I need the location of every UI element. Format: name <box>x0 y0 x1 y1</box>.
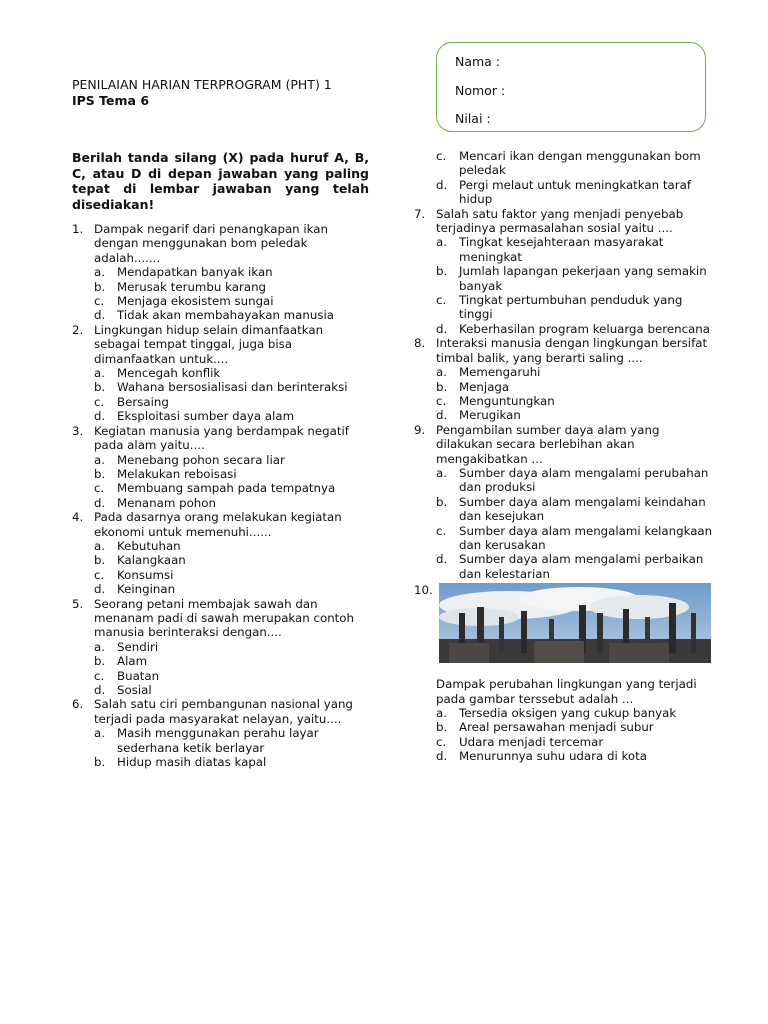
question-options <box>94 265 372 323</box>
question-number: 10. <box>414 583 433 598</box>
question-options <box>436 466 714 581</box>
option-text: Menanam pohon <box>117 495 216 510</box>
option-letter: a. <box>94 639 105 654</box>
question-options <box>436 706 714 764</box>
answer-option[interactable] <box>436 735 714 749</box>
option-text: Masih menggunakan perahu layar sederhana ketik berlayar <box>117 726 319 755</box>
answer-option[interactable] <box>436 720 714 734</box>
answer-option[interactable] <box>94 755 372 769</box>
option-text: Tersedia oksigen yang cukup banyak <box>459 706 677 720</box>
option-letter: d. <box>94 308 106 323</box>
option-letter: b. <box>94 466 106 481</box>
option-letter: c. <box>94 567 105 582</box>
option-text: Membuang sampah pada tempatnya <box>117 481 336 496</box>
question-number: 9. <box>414 422 426 437</box>
question-4 <box>72 510 372 596</box>
question-2 <box>72 323 372 424</box>
option-text: Merusak terumbu karang <box>117 279 267 294</box>
option-letter: d. <box>436 552 448 567</box>
answer-option[interactable] <box>94 453 372 467</box>
answer-option[interactable] <box>94 726 372 755</box>
question-options <box>436 235 714 336</box>
option-letter: a. <box>94 366 105 381</box>
answer-option[interactable] <box>94 395 372 409</box>
option-text: Areal persawahan menjadi subur <box>459 720 654 735</box>
option-text: Buatan <box>117 668 160 683</box>
option-text: Jumlah lapangan pekerjaan yang semakin banyak <box>459 264 707 293</box>
answer-option[interactable] <box>436 749 714 763</box>
option-letter: b. <box>94 380 106 395</box>
option-letter: c. <box>436 293 447 308</box>
answer-option[interactable] <box>436 706 714 720</box>
option-text: Memengaruhi <box>459 365 541 380</box>
option-letter: b. <box>436 379 448 394</box>
answer-option[interactable] <box>436 293 714 322</box>
option-letter: d. <box>94 683 106 697</box>
option-text: Merugikan <box>459 408 521 423</box>
question-text: Interaksi manusia dengan lingkungan bersifat timbal balik, yang berarti saling .... <box>436 336 708 365</box>
option-letter: c. <box>436 523 447 538</box>
question-9 <box>414 423 714 581</box>
option-letter: a. <box>436 365 447 380</box>
answer-option[interactable] <box>436 466 714 495</box>
option-letter: a. <box>94 265 105 280</box>
option-text: Menurunnya suhu udara di kota <box>459 749 647 764</box>
option-letter: c. <box>436 149 447 163</box>
question-text: Pengambilan sumber daya alam yang dilakukan secara berlebihan akan mengakibatkan ... <box>436 422 660 466</box>
answer-option[interactable] <box>436 235 714 264</box>
answer-option[interactable] <box>94 640 372 654</box>
option-letter: d. <box>94 409 106 424</box>
option-letter: a. <box>436 465 447 480</box>
question-options <box>436 365 714 423</box>
option-text: Menjaga ekosistem sungai <box>117 294 274 309</box>
answer-option[interactable] <box>436 264 714 293</box>
option-letter: a. <box>436 235 447 250</box>
question-options <box>94 640 372 698</box>
option-text: Udara menjadi tercemar <box>459 734 604 749</box>
instruction-text: Berilah tanda silang (X) pada huruf A, B, C, atau D di depan jawaban yang paling tepat di lembar jawaban yang telah disediakan! <box>72 150 369 212</box>
question-3 <box>72 424 372 510</box>
answer-option[interactable] <box>94 568 372 582</box>
right-column <box>414 149 714 764</box>
option-letter: d. <box>94 495 106 510</box>
answer-option[interactable] <box>94 654 372 668</box>
option-letter: a. <box>94 538 105 553</box>
option-text: Menjaga <box>459 379 510 394</box>
answer-option[interactable] <box>436 149 714 178</box>
question-10 <box>414 583 714 763</box>
option-letter: b. <box>436 720 448 735</box>
factory-smokestacks-photo <box>439 583 711 663</box>
answer-option[interactable] <box>94 409 372 423</box>
question-number: 3. <box>72 423 84 438</box>
question-options <box>94 726 372 769</box>
option-text: Eksploitasi sumber daya alam <box>117 409 295 424</box>
page-title <box>72 77 402 109</box>
answer-option[interactable] <box>94 683 372 697</box>
answer-option[interactable] <box>94 294 372 308</box>
question-text: Salah satu faktor yang menjadi penyebab terjadinya permasalahan sosial yaitu .... <box>436 206 684 236</box>
option-letter: a. <box>436 706 447 720</box>
option-text: Kalangkaan <box>117 553 186 568</box>
option-text: Pergi melaut untuk meningkatkan taraf hidup <box>459 177 691 207</box>
option-letter: a. <box>94 452 105 467</box>
answer-option[interactable] <box>436 552 714 581</box>
option-text: Melakukan reboisasi <box>117 466 237 481</box>
option-text: Keberhasilan program keluarga berencana <box>459 321 711 336</box>
option-letter: c. <box>94 294 105 309</box>
answer-option[interactable] <box>94 582 372 596</box>
option-letter: d. <box>436 177 448 192</box>
option-text: Tingkat kesejahteraan masyarakat meningkat <box>459 235 664 264</box>
answer-option[interactable] <box>94 481 372 495</box>
option-text: Sosial <box>117 683 152 697</box>
question-number: 8. <box>414 336 426 351</box>
question-number: 5. <box>72 596 84 611</box>
answer-option[interactable] <box>94 669 372 683</box>
option-letter: b. <box>94 553 106 568</box>
option-text: Mencegah konflik <box>117 366 221 381</box>
option-letter: d. <box>436 749 448 764</box>
title-line-1: PENILAIAN HARIAN TERPROGRAM (PHT) 1 <box>72 77 332 92</box>
right-questions <box>414 207 714 582</box>
option-text: Sumber daya alam mengalami perubahan dan produksi <box>459 465 709 495</box>
answer-option[interactable] <box>436 408 714 422</box>
answer-option[interactable] <box>436 524 714 553</box>
answer-option[interactable] <box>94 496 372 510</box>
question-text: Seorang petani membajak sawah dan menanam padi di sawah merupakan contoh manusia berinteraksi dengan.... <box>94 596 355 640</box>
option-text: Tingkat pertumbuhan penduduk yang tinggi <box>459 293 683 322</box>
option-text: Kebutuhan <box>117 538 181 553</box>
option-text: Keinginan <box>117 582 176 597</box>
option-letter: b. <box>94 279 106 294</box>
answer-option[interactable] <box>94 366 372 380</box>
answer-option[interactable] <box>436 365 714 379</box>
nomor-label: Nomor : <box>455 83 506 98</box>
option-letter: b. <box>94 654 106 669</box>
option-letter: b. <box>94 755 106 770</box>
question-7 <box>414 207 714 337</box>
title-line-2: IPS Tema 6 <box>72 93 150 108</box>
answer-option[interactable] <box>94 280 372 294</box>
option-letter: d. <box>436 321 448 336</box>
option-text: Sumber daya alam mengalami kelangkaan dan kerusakan <box>459 523 713 552</box>
option-letter: c. <box>436 393 447 408</box>
option-text: Menguntungkan <box>459 393 555 408</box>
answer-option[interactable] <box>436 322 714 336</box>
question-text: Salah satu ciri pembangunan nasional yang terjadi pada masyarakat nelayan, yaitu.... <box>94 697 353 726</box>
option-letter: c. <box>94 394 105 409</box>
question-8 <box>414 336 714 422</box>
option-letter: a. <box>94 726 105 741</box>
nilai-label: Nilai : <box>455 111 491 126</box>
question-number: 2. <box>72 322 84 337</box>
option-text: Konsumsi <box>117 567 174 582</box>
question-options <box>94 539 372 597</box>
answer-option[interactable] <box>436 178 714 207</box>
option-text: Bersaing <box>117 394 169 409</box>
option-text: Hidup masih diatas kapal <box>117 755 267 770</box>
option-text: Sendiri <box>117 639 159 654</box>
question-number: 4. <box>72 510 84 525</box>
option-letter: b. <box>436 264 448 279</box>
option-text: Sumber daya alam mengalami perbaikan dan kelestarian <box>459 552 704 581</box>
question-text: Kegiatan manusia yang berdampak negatif pada alam yaitu.... <box>94 423 349 453</box>
question-text: Dampak negarif dari penangkapan ikan dengan menggunakan bom peledak adalah....... <box>94 222 329 265</box>
question-text: Lingkungan hidup selain dimanfaatkan sebagai tempat tinggal, juga bisa dimanfaatkan untuk.... <box>94 322 324 366</box>
answer-option[interactable] <box>94 467 372 481</box>
question-options <box>94 366 372 424</box>
student-info-box <box>436 42 706 132</box>
option-text: Mendapatkan banyak ikan <box>117 265 273 280</box>
option-text: Menebang pohon secara liar <box>117 452 285 467</box>
option-letter: d. <box>94 582 106 597</box>
question-6 <box>72 697 372 769</box>
question-5 <box>72 597 372 698</box>
question-number: 1. <box>72 222 84 236</box>
option-text: Mencari ikan dengan menggunakan bom peledak <box>459 149 701 178</box>
answer-option[interactable] <box>436 380 714 394</box>
question-number: 6. <box>72 697 84 712</box>
option-letter: d. <box>436 408 448 423</box>
answer-option[interactable] <box>94 265 372 279</box>
question-number: 7. <box>414 206 426 221</box>
answer-option[interactable] <box>436 495 714 524</box>
answer-option[interactable] <box>94 539 372 553</box>
question-text: Dampak perubahan lingkungan yang terjadi pada gambar terssebut adalah ... <box>436 677 697 706</box>
q6-continued-options <box>414 149 714 207</box>
option-letter: c. <box>436 734 447 749</box>
answer-option[interactable] <box>94 553 372 567</box>
option-letter: b. <box>436 494 448 509</box>
question-options <box>94 453 372 511</box>
question-1 <box>72 222 372 323</box>
option-letter: c. <box>94 481 105 496</box>
option-text: Alam <box>117 654 148 669</box>
left-column <box>72 222 372 769</box>
answer-option[interactable] <box>94 308 372 322</box>
option-text: Sumber daya alam mengalami keindahan dan kesejukan <box>459 494 706 524</box>
question-text: Pada dasarnya orang melakukan kegiatan ekonomi untuk memenuhi...... <box>94 510 342 539</box>
option-text: Tidak akan membahayakan manusia <box>117 308 335 323</box>
nama-label: Nama : <box>455 54 501 69</box>
answer-option[interactable] <box>94 380 372 394</box>
option-letter: c. <box>94 668 105 683</box>
option-text: Wahana bersosialisasi dan berinteraksi <box>117 380 348 395</box>
answer-option[interactable] <box>436 394 714 408</box>
